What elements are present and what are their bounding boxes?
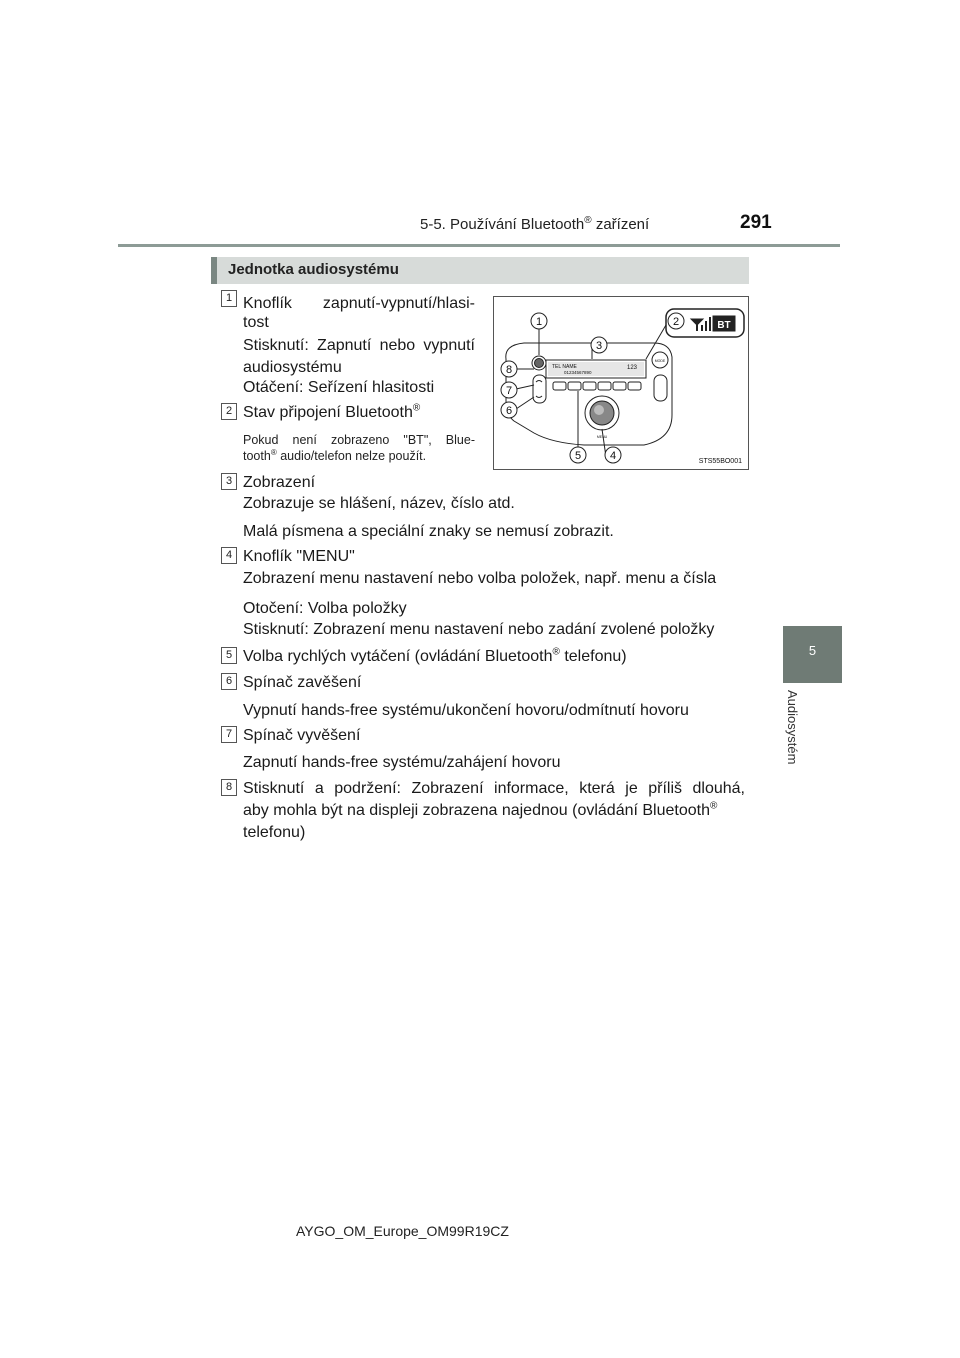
bt-label: BT — [717, 320, 731, 331]
audio-unit-illustration — [494, 297, 748, 469]
item-number-7: 7 — [221, 726, 237, 743]
callout-2: 2 — [672, 316, 680, 328]
item-8-line-2: aby mohla být na displeji zobrazena najednou (ovládání Bluetooth® — [243, 800, 718, 819]
item-3-line-2: Zobrazuje se hlášení, název, číslo atd. — [243, 495, 515, 512]
menu-label: MENU — [596, 435, 608, 439]
screen-line-2: 01234567890 — [564, 370, 592, 375]
screen-line-1: TEL NAME — [552, 364, 577, 370]
header-section-title: 5-5. Používání Bluetooth® zařízení — [420, 215, 650, 233]
item-1-line-3: Stisknutí: Zapnutí nebo vypnutí — [243, 337, 475, 354]
section-title: Jednotka audiosystému — [228, 261, 399, 278]
item-2-text: Stav připojení Bluetooth® — [243, 402, 421, 421]
figure-code: STS55BO001 — [698, 458, 742, 465]
item-number-6: 6 — [221, 673, 237, 690]
callout-4: 4 — [609, 450, 617, 462]
item-7-line-2: Zapnutí hands-free systému/zahájení hovoru — [243, 754, 561, 771]
item-1-line-5: Otáčení: Seřízení hlasitosti — [243, 379, 435, 396]
item-1-line-2: tost — [243, 314, 269, 331]
callout-6: 6 — [505, 405, 513, 417]
item-6-line-2: Vypnutí hands-free systému/ukončení hovoru/odmítnutí hovoru — [243, 702, 689, 719]
callout-8: 8 — [505, 364, 513, 376]
item-4-line-1: Knoflík "MENU" — [243, 548, 355, 565]
item-2-note-line-1: Pokud není zobrazeno "BT", Blue- — [243, 433, 475, 447]
callout-3: 3 — [595, 340, 603, 352]
mode-label: MODE — [654, 359, 666, 363]
item-4-line-2: Zobrazení menu nastavení nebo volba položek, např. menu a čísla — [243, 570, 717, 587]
item-1-line-4: audiosystému — [243, 359, 342, 376]
item-8-line-1: Stisknutí a podržení: Zobrazení informace, která je příliš dlouhá, — [243, 780, 745, 797]
item-number-8: 8 — [221, 779, 237, 796]
callout-7: 7 — [505, 385, 513, 397]
item-1-line-1: Knoflík zapnutí-vypnutí/hlasi- — [243, 295, 475, 312]
item-7-line-1: Spínač vyvěšení — [243, 727, 361, 744]
chapter-number: 5 — [808, 643, 817, 658]
screen-number: 123 — [627, 365, 638, 371]
item-2-note-line-2: tooth® audio/telefon nelze použít. — [243, 447, 427, 463]
callout-1: 1 — [535, 316, 543, 328]
header-divider — [118, 244, 840, 247]
item-number-2: 2 — [221, 403, 237, 420]
item-3-line-3: Malá písmena a speciální znaky se nemusí zobrazit. — [243, 523, 614, 540]
item-number-4: 4 — [221, 547, 237, 564]
section-title-bar — [211, 257, 749, 284]
callout-5: 5 — [574, 450, 582, 462]
page-number: 291 — [740, 212, 772, 233]
item-3-line-1: Zobrazení — [243, 474, 316, 491]
footer-document-id: AYGO_OM_Europe_OM99R19CZ — [296, 1223, 509, 1239]
item-number-1: 1 — [221, 290, 237, 307]
chapter-tab[interactable] — [783, 626, 842, 683]
item-number-3: 3 — [221, 473, 237, 490]
item-6-line-1: Spínač zavěšení — [243, 674, 362, 691]
chapter-label: Audiosystém — [785, 690, 800, 765]
item-number-5: 5 — [221, 647, 237, 664]
item-4-line-4: Stisknutí: Zobrazení menu nastavení nebo zadání zvolené položky — [243, 621, 715, 638]
item-5-text: Volba rychlých vytáčení (ovládání Bluetooth® telefonu) — [243, 646, 627, 665]
audio-unit-diagram — [493, 296, 749, 470]
item-8-line-3: telefonu) — [243, 824, 306, 841]
item-4-line-3: Otočení: Volba položky — [243, 600, 407, 617]
